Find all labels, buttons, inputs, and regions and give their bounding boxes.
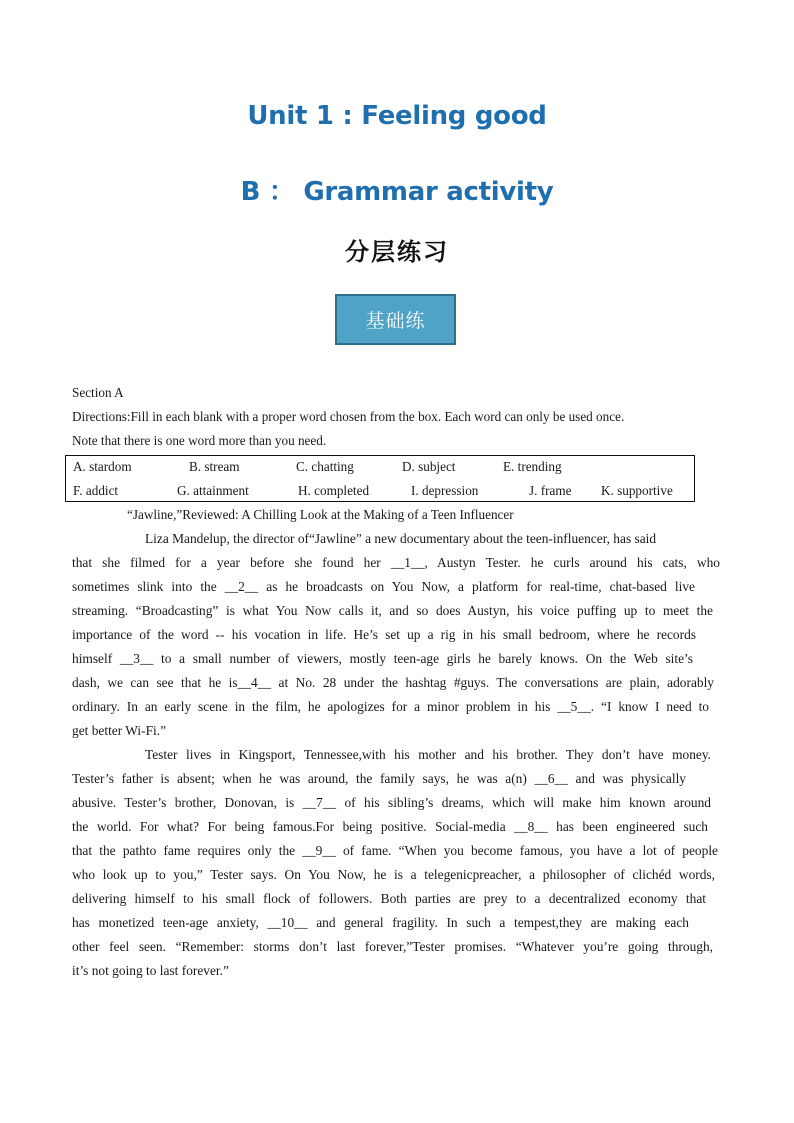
passage-line: who look up to you,” Tester says. On You Now, he is a telegenicpreacher, a philosopher of clichéd words, xyxy=(72,867,715,882)
word-option: J. frame xyxy=(529,483,572,498)
passage-line: has monetized teen-age anxiety, __10__ and general fragility. In such a tempest,they are making each xyxy=(72,915,689,930)
word-box xyxy=(65,455,695,502)
directions-line-1: Directions:Fill in each blank with a proper word chosen from the box. Each word can only be used once. xyxy=(72,409,625,424)
passage-line: himself __3__ to a small number of viewers, mostly teen-age girls he barely knows. On the Web site’s xyxy=(72,651,693,666)
word-option: G. attainment xyxy=(177,483,249,498)
word-option: A. stardom xyxy=(73,459,132,474)
level-badge: 基础练 xyxy=(335,294,456,345)
word-option: B. stream xyxy=(189,459,240,474)
passage-line: dash, we can see that he is__4__ at No. 28 under the hashtag #guys. The conversations are plain, adorably xyxy=(72,675,714,690)
passage-line: ordinary. In an early scene in the film, he apologizes for a minor problem in his __5__. “I know I need to xyxy=(72,699,709,714)
section-title: B ： Grammar activity xyxy=(240,177,554,207)
cn-subtitle: 分层练习 xyxy=(345,238,449,266)
word-option: E. trending xyxy=(503,459,562,474)
unit-title: Unit 1 : Feeling good xyxy=(247,101,547,131)
passage-line: Tester lives in Kingsport, Tennessee,with his mother and his brother. They don’t have money. xyxy=(145,747,711,762)
passage-line: the world. For what? For being famous.For being positive. Social-media __8__ has been engineered such xyxy=(72,819,708,834)
passage-line: that she filmed for a year before she found her __1__, Austyn Tester. he curls around his cats, who xyxy=(72,555,720,570)
passage-line: delivering himself to his small flock of followers. Both parties are prey to a decentralized economy that xyxy=(72,891,706,906)
passage-line: importance of the word -- his vocation in life. He’s set up a rig in his small bedroom, where he records xyxy=(72,627,696,642)
word-option: K. supportive xyxy=(601,483,673,498)
passage-line: abusive. Tester’s brother, Donovan, is __7__ of his sibling’s dreams, which will make him known around xyxy=(72,795,711,810)
passage-line: Tester’s father is absent; when he was around, the family says, he was a(n) __6__ and was physically xyxy=(72,771,686,786)
passage-line: get better Wi-Fi.” xyxy=(72,723,167,738)
directions-line-2: Note that there is one word more than you need. xyxy=(72,433,327,448)
passage-line: other feel seen. “Remember: storms don’t last forever,”Tester promises. “Whatever you’re going through, xyxy=(72,939,713,954)
passage-line: that the pathto fame requires only the __9__ of fame. “When you become famous, you have a lot of people xyxy=(72,843,718,858)
word-option: F. addict xyxy=(73,483,119,498)
passage-line: sometimes slink into the __2__ as he broadcasts on You Now, a platform for real-time, chat-based live xyxy=(72,579,695,594)
passage-line: Liza Mandelup, the director of“Jawline” a new documentary about the teen-influencer, has said xyxy=(145,531,657,546)
word-option: H. completed xyxy=(298,483,370,498)
passage-title: “Jawline,”Reviewed: A Chilling Look at the Making of a Teen Influencer xyxy=(127,507,514,522)
word-option: C. chatting xyxy=(296,459,354,474)
word-option: I. depression xyxy=(411,483,479,498)
section-label: Section A xyxy=(72,385,124,400)
passage-line: streaming. “Broadcasting” is what You Now calls it, and so does Austyn, his voice puffing up to meet the xyxy=(72,603,713,618)
passage-line: it’s not going to last forever.” xyxy=(72,963,229,978)
word-option: D. subject xyxy=(402,459,456,474)
